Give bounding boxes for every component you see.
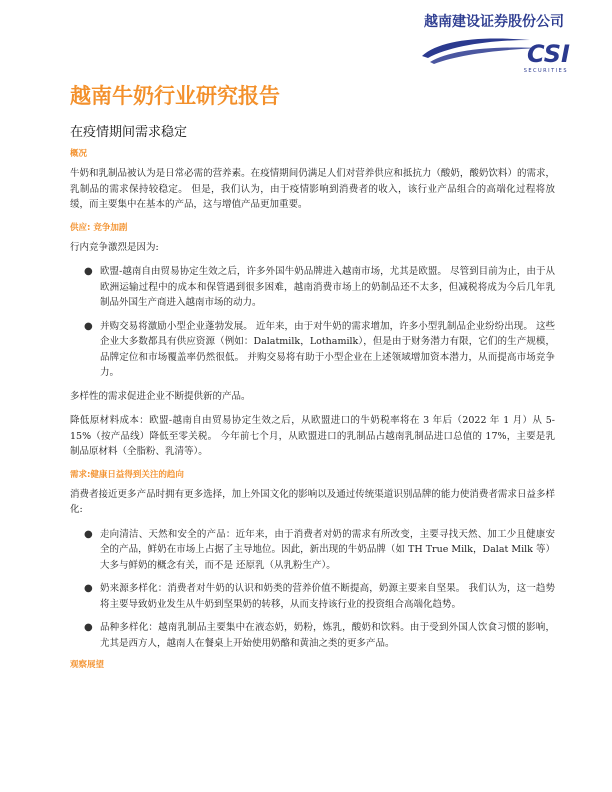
bullet-icon: ●	[84, 528, 93, 540]
demand-bullet-list	[70, 527, 555, 652]
logo-swoosh-icon	[422, 39, 538, 64]
csi-logo	[420, 34, 570, 74]
bullet-icon: ●	[84, 622, 93, 633]
list-item: ● 并购交易将激励小型企业蓬勃发展。 近年来，由于对牛奶的需求增加，许多小型乳制品企业纷纷出现。 这些企业大多数都具有供应资源（例如：Dalatmilk，Lothamilk），但是由于财务潜力有限，它们的生产规模，品牌定位和市场覆盖率仍然很低。 并购交易将有助于小型企业在上述领域增加资本潜力，从而提高市场竞争力。	[84, 320, 555, 378]
section-heading-outlook: 观察展望	[70, 660, 105, 670]
list-item: ● 品种多样化：越南乳制品主要集中在液态奶，奶粉，炼乳，酸奶和饮料。由于受到外国人饮食习惯的影响，尤其是西方人，越南人在餐桌上开始使用奶酪和黄油之类的更多产品。	[84, 622, 555, 649]
demand-intro: 消费者接近更多产品时拥有更多选择，加上外国文化的影响以及通过传统渠道识别品牌的能力使消费者需求日益多样化:	[70, 488, 555, 515]
list-item: ● 奶来源多样化：消费者对牛奶的认识和奶类的营养价值不断提高，奶源主要来自坚果。 我们认为，这一趋势将主要导致奶业发生从牛奶到坚果奶的转移，从而支持该行业的投资组合高端化趋势。	[84, 583, 555, 610]
bullet-icon: ●	[84, 583, 93, 594]
supply-paragraph-3: 降低原材料成本：欧盟-越南自由贸易协定生效之后，从欧盟进口的牛奶税率将在 3 年后（2022 年 1 月）从 5-15%（按产品线）降低至零关税。 今年前七个月，从欧盟进口的乳制品占越南乳制品进口总值的 17%，主要是乳制品原材料（全脂粉、乳清等）。	[70, 415, 555, 457]
logo-text: CSI	[527, 40, 570, 68]
bullet-icon: ●	[84, 266, 93, 277]
logo-subtext: SECURITIES	[523, 68, 568, 74]
list-item: ● 走向清洁、天然和安全的产品：近年来，由于消费者对奶的需求有所改变，主要寻找天然、加工少且健康安全的产品，鲜奶在市场上占据了主导地位。因此，新出现的牛奶品牌（如 TH True Milk，Dalat Milk 等）大多与鲜奶的概念有关，而不是 还原乳（从乳粉生产）。	[84, 528, 555, 571]
list-item: ● 欧盟-越南自由贸易协定生效之后，许多外国牛奶品牌进入越南市场，尤其是欧盟。 尽管到目前为止，由于从欧洲运输过程中的成本和保管遇到很多困难，越南消费市场上的奶制品还不太多，但减税将成为今后几年乳制品外国生产商进入越南市场的动力。	[84, 266, 555, 308]
section-heading-supply: 供应: 竞争加剧	[70, 222, 128, 233]
overview-paragraph: 牛奶和乳制品被认为是日常必需的营养素。在疫情期间仍满足人们对营养供应和抵抗力（酸奶，酸奶饮料）的需求，乳制品的需求保持较稳定。 但是，我们认为，由于疫情影响到消费者的收入，该行业产品组合的高端化过程将放缓，而主要集中在基本的产品，这与增值产品更加重要。	[70, 168, 555, 210]
supply-paragraph-2: 多样性的需求促进企业不断提供新的产品。	[70, 390, 251, 402]
report-body	[70, 148, 555, 677]
bullet-icon: ●	[84, 320, 93, 332]
supply-intro: 行内竞争激烈是因为:	[70, 241, 159, 253]
supply-bullet-list	[70, 264, 555, 381]
company-name: 越南建设证券股份公司	[424, 14, 564, 30]
section-heading-demand: 需求:健康日益得到关注的趋向	[70, 469, 184, 480]
section-heading-overview: 概况	[70, 149, 88, 159]
report-title: 越南牛奶行业研究报告	[70, 84, 280, 108]
report-subtitle: 在疫情期间需求稳定	[70, 125, 188, 140]
